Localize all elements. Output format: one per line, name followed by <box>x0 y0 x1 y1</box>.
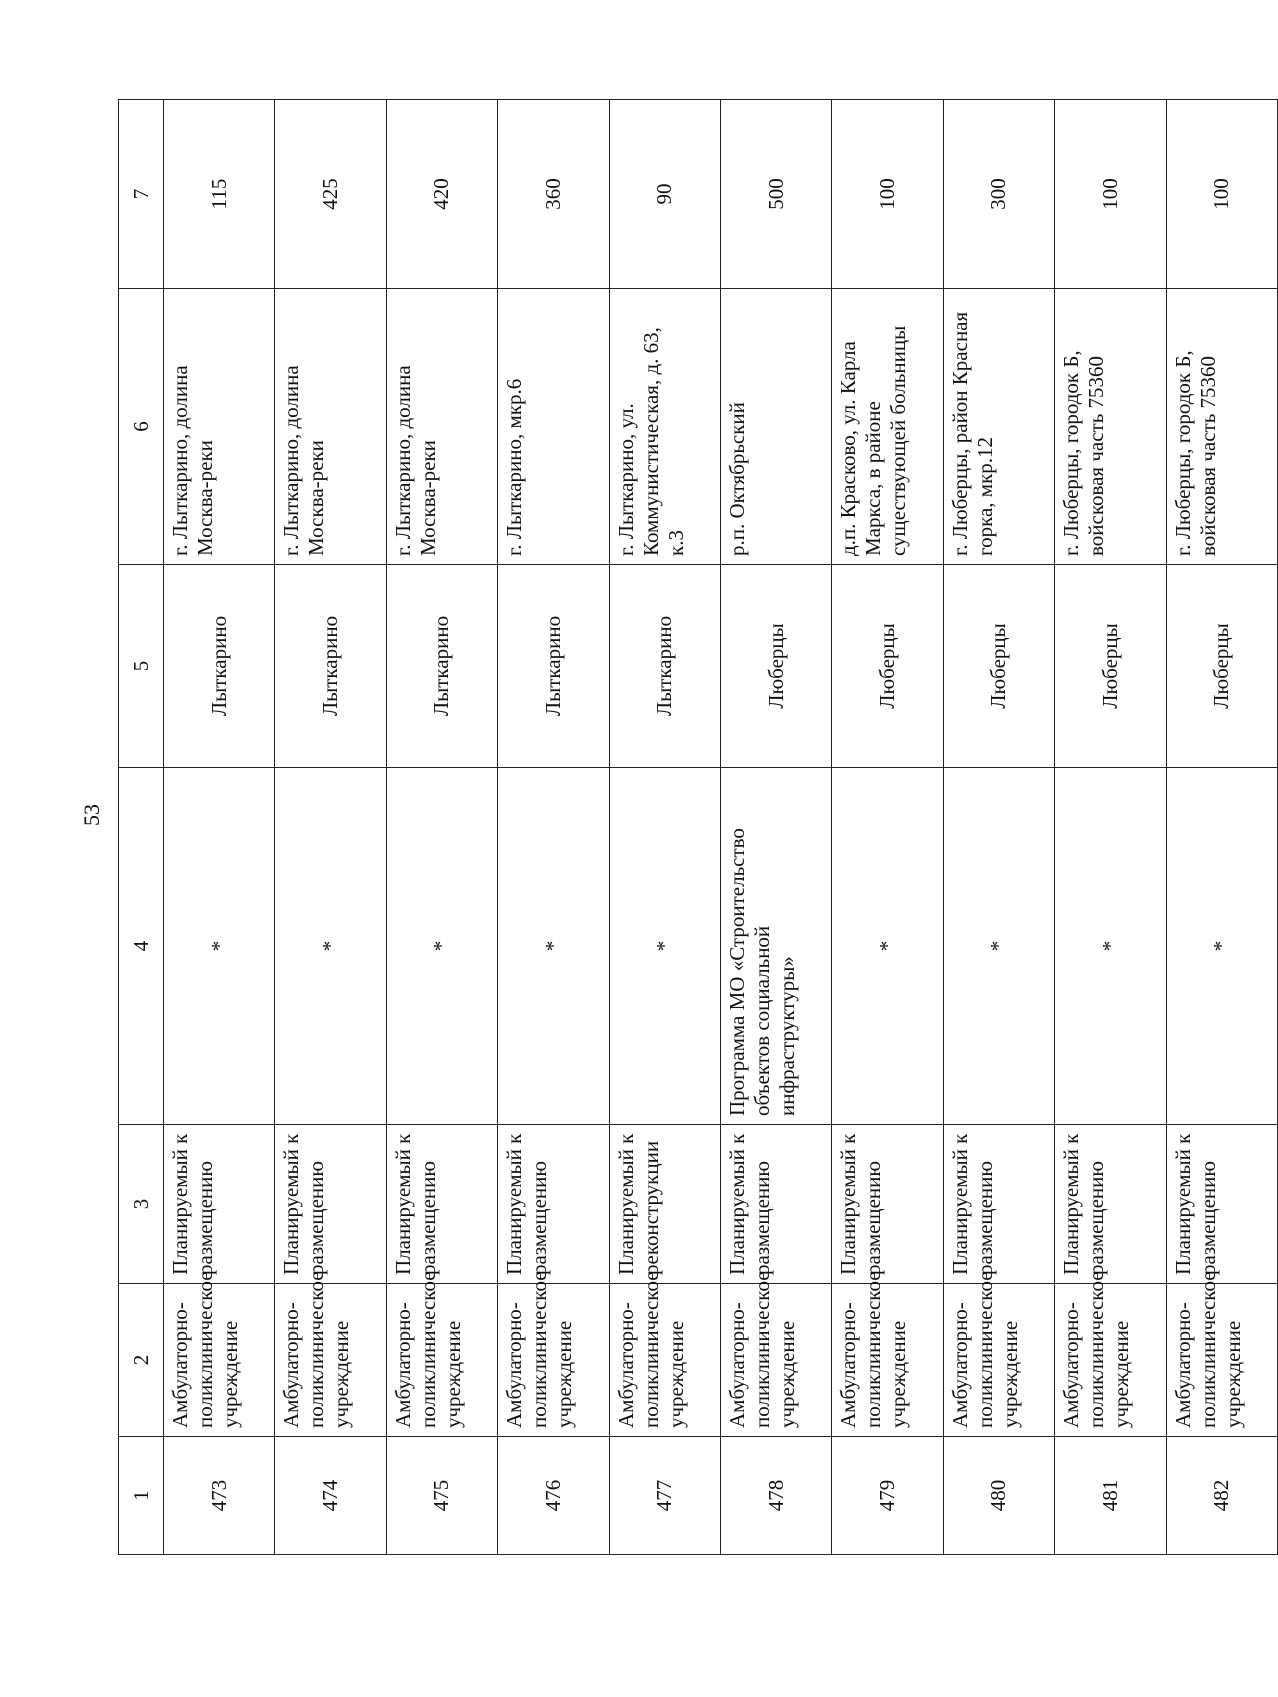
capacity-cell: 425 <box>275 100 386 289</box>
facility-type-cell: Амбулаторно-поликлиническое учреждение <box>720 1284 831 1437</box>
municipality-cell: Лыткарино <box>275 565 386 768</box>
row-number-cell: 479 <box>832 1437 943 1555</box>
program-reference-cell: * <box>609 768 720 1125</box>
facility-type-cell: Амбулаторно-поликлиническое учреждение <box>609 1284 720 1437</box>
facility-type-cell: Амбулаторно-поликлиническое учреждение <box>943 1284 1054 1437</box>
location-cell: р.п. Октябрьский <box>720 289 831 565</box>
capacity-cell: 90 <box>609 100 720 289</box>
table-row <box>275 100 386 1555</box>
rotated-table-container <box>118 100 1278 1555</box>
program-reference-cell: * <box>943 768 1054 1125</box>
capacity-cell: 100 <box>1166 100 1277 289</box>
row-number-cell: 476 <box>498 1437 609 1555</box>
municipality-cell: Люберцы <box>720 565 831 768</box>
municipality-cell: Люберцы <box>832 565 943 768</box>
capacity-cell: 420 <box>386 100 497 289</box>
facilities-table <box>118 99 1278 1555</box>
facility-type-cell: Амбулаторно-поликлиническое учреждение <box>1055 1284 1166 1437</box>
facility-status-cell: Планируемый к размещению <box>1055 1125 1166 1284</box>
location-cell: г. Лыткарино, долина Москва-реки <box>386 289 497 565</box>
header-cell: 2 <box>119 1284 164 1437</box>
facility-status-cell: Планируемый к размещению <box>832 1125 943 1284</box>
table-row <box>720 100 831 1555</box>
location-cell: г. Лыткарино, долина Москва-реки <box>275 289 386 565</box>
table-row <box>1055 100 1166 1555</box>
capacity-cell: 500 <box>720 100 831 289</box>
facility-status-cell: Планируемый к размещению <box>386 1125 497 1284</box>
row-number-cell: 477 <box>609 1437 720 1555</box>
facility-status-cell: Планируемый к размещению <box>720 1125 831 1284</box>
header-cell: 3 <box>119 1125 164 1284</box>
facility-status-cell: Планируемый к размещению <box>1166 1125 1277 1284</box>
table-row <box>498 100 609 1555</box>
table-row <box>1166 100 1277 1555</box>
header-cell: 6 <box>119 289 164 565</box>
facility-type-cell: Амбулаторно-поликлиническое учреждение <box>832 1284 943 1437</box>
municipality-cell: Люберцы <box>943 565 1054 768</box>
capacity-cell: 100 <box>832 100 943 289</box>
municipality-cell: Люберцы <box>1055 565 1166 768</box>
header-cell: 4 <box>119 768 164 1125</box>
program-reference-cell: * <box>275 768 386 1125</box>
facility-type-cell: Амбулаторно-поликлиническое учреждение <box>1166 1284 1277 1437</box>
location-cell: г. Люберцы, городок Б, войсковая часть 75360 <box>1055 289 1166 565</box>
location-cell: г. Лыткарино, ул. Коммунистическая, д. 63, к.3 <box>609 289 720 565</box>
facility-type-cell: Амбулаторно-поликлиническое учреждение <box>164 1284 275 1437</box>
capacity-cell: 300 <box>943 100 1054 289</box>
facility-type-cell: Амбулаторно-поликлиническое учреждение <box>498 1284 609 1437</box>
row-number-cell: 474 <box>275 1437 386 1555</box>
table-row <box>386 100 497 1555</box>
table-row <box>943 100 1054 1555</box>
header-cell: 1 <box>119 1437 164 1555</box>
facility-status-cell: Планируемый к реконструкции <box>609 1125 720 1284</box>
program-reference-cell: * <box>498 768 609 1125</box>
facility-status-cell: Планируемый к размещению <box>275 1125 386 1284</box>
page-number: 53 <box>79 804 104 826</box>
header-cell: 5 <box>119 565 164 768</box>
municipality-cell: Лыткарино <box>386 565 497 768</box>
municipality-cell: Люберцы <box>1166 565 1277 768</box>
capacity-cell: 360 <box>498 100 609 289</box>
program-reference-cell: * <box>1166 768 1277 1125</box>
program-reference-cell: * <box>1055 768 1166 1125</box>
location-cell: г. Люберцы, район Красная горка, мкр.12 <box>943 289 1054 565</box>
municipality-cell: Лыткарино <box>498 565 609 768</box>
location-cell: г. Лыткарино, долина Москва-реки <box>164 289 275 565</box>
facility-status-cell: Планируемый к размещению <box>943 1125 1054 1284</box>
row-number-cell: 481 <box>1055 1437 1166 1555</box>
capacity-cell: 100 <box>1055 100 1166 289</box>
row-number-cell: 473 <box>164 1437 275 1555</box>
location-cell: г. Лыткарино, мкр.6 <box>498 289 609 565</box>
facility-type-cell: Амбулаторно-поликлиническое учреждение <box>275 1284 386 1437</box>
header-row <box>119 100 164 1555</box>
program-reference-cell: * <box>164 768 275 1125</box>
capacity-cell: 115 <box>164 100 275 289</box>
table-row <box>164 100 275 1555</box>
program-reference-cell: * <box>386 768 497 1125</box>
table-row <box>609 100 720 1555</box>
table-row <box>832 100 943 1555</box>
row-number-cell: 475 <box>386 1437 497 1555</box>
row-number-cell: 480 <box>943 1437 1054 1555</box>
facility-status-cell: Планируемый к размещению <box>164 1125 275 1284</box>
municipality-cell: Лыткарино <box>164 565 275 768</box>
header-cell: 7 <box>119 100 164 289</box>
municipality-cell: Лыткарино <box>609 565 720 768</box>
facility-type-cell: Амбулаторно-поликлиническое учреждение <box>386 1284 497 1437</box>
facility-status-cell: Планируемый к размещению <box>498 1125 609 1284</box>
row-number-cell: 482 <box>1166 1437 1277 1555</box>
program-reference-cell: * <box>832 768 943 1125</box>
location-cell: д.п. Красково, ул. Карла Маркса, в районе существующей больницы <box>832 289 943 565</box>
row-number-cell: 478 <box>720 1437 831 1555</box>
program-reference-cell: Программа МО «Строительство объектов социальной инфраструктуры» <box>720 768 831 1125</box>
location-cell: г. Люберцы, городок Б, войсковая часть 75360 <box>1166 289 1277 565</box>
